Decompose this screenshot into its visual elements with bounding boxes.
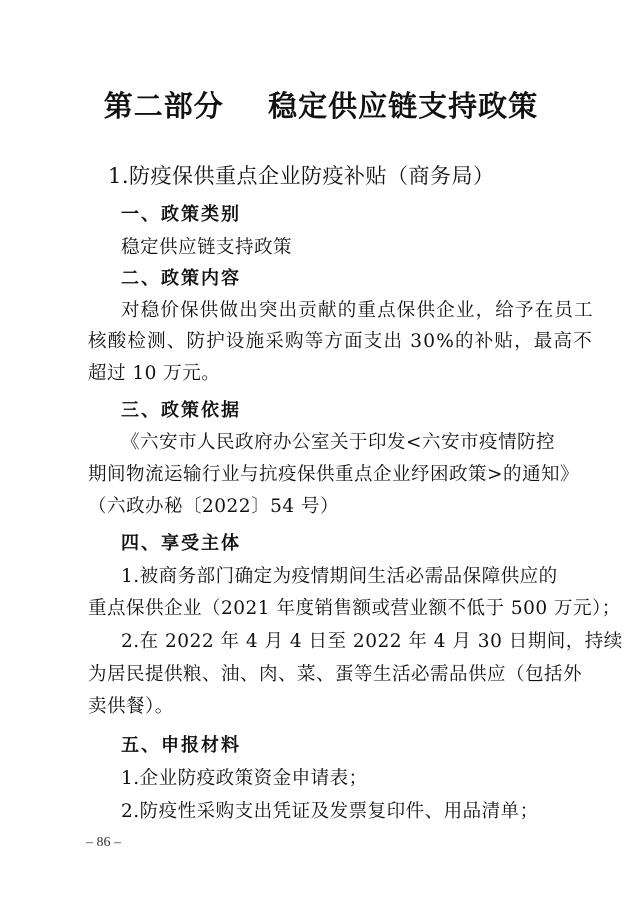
content-line: 对稳价保供做出突出贡献的重点保供企业，给予在员工 xyxy=(121,300,594,321)
section-heading-materials: 五、申报材料 xyxy=(121,735,241,756)
section-heading-basis: 三、政策依据 xyxy=(121,400,241,421)
basis-line: 《六安市人民政府办公室关于印发<六安市疫情防控 xyxy=(121,432,556,453)
content-line: 核酸检测、防护设施采购等方面支出 30%的补贴，最高不 xyxy=(88,331,593,352)
section-heading-beneficiary: 四、享受主体 xyxy=(121,533,241,554)
page-title: 第二部分 稳定供应链支持政策 xyxy=(103,89,539,123)
beneficiary-line: 卖供餐）。 xyxy=(88,696,174,717)
materials-line: 1.企业防疫政策资金申请表； xyxy=(121,768,368,789)
beneficiary-line: 2.在 2022 年 4 月 4 日至 2022 年 4 月 30 日期间，持续 xyxy=(121,631,623,652)
section-heading-content: 二、政策内容 xyxy=(121,268,241,289)
policy-subtitle: 1.防疫保供重点企业防疫补贴（商务局） xyxy=(108,164,495,188)
basis-line: 期间物流运输行业与抗疫保供重点企业纾困政策>的通知》 xyxy=(88,464,580,485)
beneficiary-line: 1.被商务部门确定为疫情期间生活必需品保障供应的 xyxy=(121,566,558,587)
page-number: – 86 – xyxy=(86,835,121,850)
beneficiary-line: 重点保供企业（2021 年度销售额或营业额不低于 500 万元）； xyxy=(88,598,621,619)
content-line: 超过 10 万元。 xyxy=(88,363,221,384)
materials-line: 2.防疫性采购支出凭证及发票复印件、用品清单； xyxy=(121,801,539,822)
category-text: 稳定供应链支持政策 xyxy=(121,237,293,258)
section-heading-category: 一、政策类别 xyxy=(121,204,241,225)
beneficiary-line: 为居民提供粮、油、肉、菜、蛋等生活必需品供应（包括外 xyxy=(88,664,583,685)
basis-line: （六政办秘〔2022〕54 号） xyxy=(88,496,340,517)
